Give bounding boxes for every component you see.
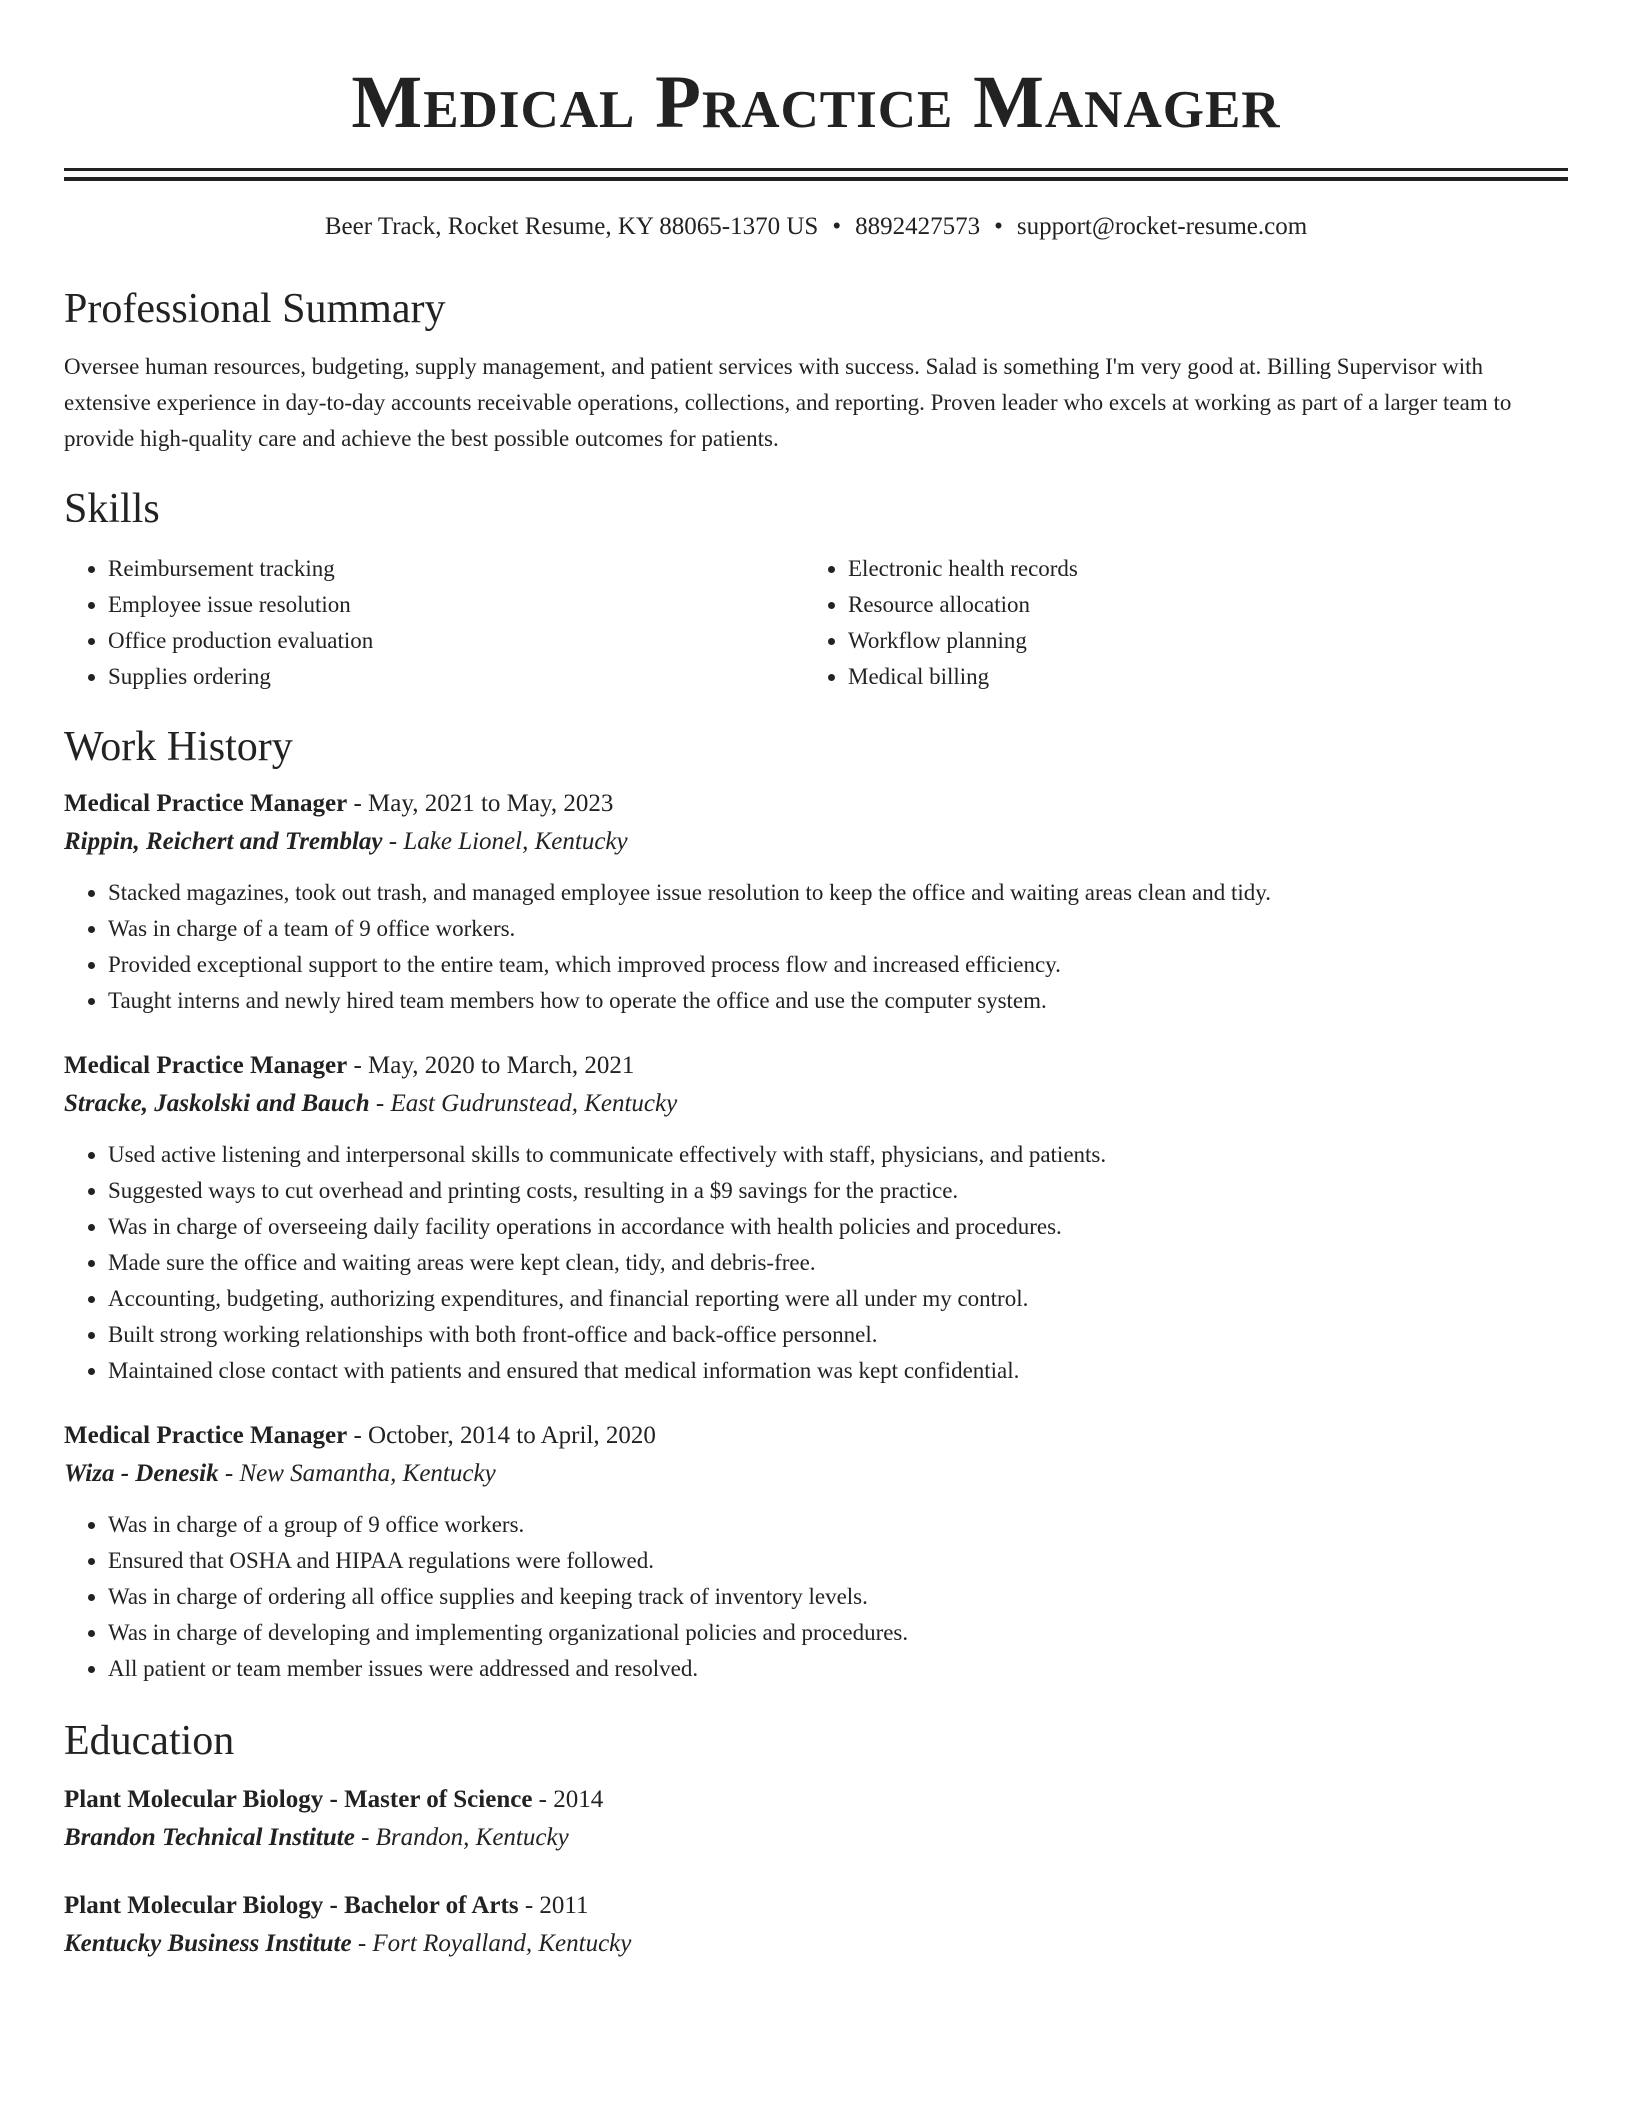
contact-email: support@rocket-resume.com [1016, 213, 1308, 240]
job-bullet: • Was in charge of ordering all office supplies and keeping track of inventory levels. [108, 1579, 1568, 1615]
job-location: East Gudrunstead, Kentucky [390, 1090, 678, 1117]
contact-line [64, 211, 1568, 243]
skill-item: • Office production evaluation [108, 623, 804, 659]
job-company: Wiza - Denesik [64, 1460, 219, 1487]
job-title-line [64, 1047, 1568, 1085]
job-company-line [64, 823, 1568, 861]
job-dates: May, 2020 to March, 2021 [368, 1052, 635, 1079]
education-dash: - [518, 1892, 540, 1919]
education-year: 2014 [553, 1786, 604, 1813]
contact-separator: • [832, 213, 842, 240]
job-bullet: • Accounting, budgeting, authorizing expenditures, and financial reporting were all under my control. [108, 1281, 1568, 1317]
job-bullet: • Used active listening and interpersonal skills to communicate effectively with staff, physicians, and patients. [108, 1137, 1568, 1173]
education-dash: - [354, 1824, 376, 1851]
job-company-line [64, 1085, 1568, 1123]
job-title-line [64, 1417, 1568, 1455]
education-school: Brandon Technical Institute [64, 1824, 355, 1851]
contact-phone: 8892427573 [855, 213, 981, 240]
header-divider-thin [64, 168, 1568, 171]
job-bullets [64, 1507, 1568, 1687]
work-history-heading: Work History [64, 724, 293, 770]
job-bullet: • Maintained close contact with patients and ensured that medical information was kept confidential. [108, 1353, 1568, 1389]
job-dash: - [369, 1090, 391, 1117]
education-dash: - [351, 1930, 373, 1957]
education-dash: - [532, 1786, 554, 1813]
job-company: Rippin, Reichert and Tremblay [64, 828, 383, 855]
education-location: Fort Royalland, Kentucky [372, 1930, 632, 1957]
education-degree: Plant Molecular Biology - Bachelor of Arts [64, 1892, 519, 1919]
job-role: Medical Practice Manager [64, 1422, 348, 1449]
education-entry [64, 1887, 1568, 1963]
job-title-line [64, 785, 1568, 823]
resume-name-heading: Medical Practice Manager [351, 61, 1281, 144]
education-degree-line [64, 1781, 1568, 1819]
summary-heading: Professional Summary [64, 286, 446, 332]
education-degree: Plant Molecular Biology - Master of Science [64, 1786, 533, 1813]
job-bullet: • All patient or team member issues were addressed and resolved. [108, 1651, 1568, 1687]
education-school: Kentucky Business Institute [64, 1930, 352, 1957]
skill-item: • Reimbursement tracking [108, 551, 804, 587]
job-bullet: • Built strong working relationships with both front-office and back-office personnel. [108, 1317, 1568, 1353]
job-bullet: • Ensured that OSHA and HIPAA regulations were followed. [108, 1543, 1568, 1579]
job-dash: - [218, 1460, 240, 1487]
job-entry [64, 1417, 1568, 1687]
contact-separator: • [994, 213, 1003, 240]
skill-item: • Electronic health records [848, 551, 1544, 587]
job-entry [64, 785, 1568, 1019]
skill-item: • Medical billing [848, 659, 1544, 695]
job-location: Lake Lionel, Kentucky [403, 828, 628, 855]
job-bullets [64, 1137, 1568, 1389]
job-location: New Samantha, Kentucky [239, 1460, 496, 1487]
job-company-line [64, 1455, 1568, 1493]
job-company: Stracke, Jaskolski and Bauch [64, 1090, 370, 1117]
skills-column-left [64, 551, 804, 695]
education-location: Brandon, Kentucky [375, 1824, 569, 1851]
job-bullet: • Taught interns and newly hired team members how to operate the office and use the computer system. [108, 983, 1568, 1019]
skill-item: • Employee issue resolution [108, 587, 804, 623]
job-dash: - [347, 1422, 369, 1449]
job-dash: - [382, 828, 404, 855]
job-entry [64, 1047, 1568, 1389]
education-heading: Education [64, 1718, 235, 1764]
contact-address: Beer Track, Rocket Resume, KY 88065-1370 US [324, 213, 819, 240]
job-bullet: • Made sure the office and waiting areas were kept clean, tidy, and debris-free. [108, 1245, 1568, 1281]
job-bullet: • Stacked magazines, took out trash, and managed employee issue resolution to keep the office and waiting areas clean and tidy. [108, 875, 1568, 911]
job-bullet: • Was in charge of a team of 9 office workers. [108, 911, 1568, 947]
resume-page [64, 0, 1568, 1963]
job-bullets [64, 875, 1568, 1019]
skills-heading: Skills [64, 486, 160, 532]
header-divider-thick [64, 177, 1568, 181]
education-entry [64, 1781, 1568, 1857]
job-dash: - [347, 1052, 369, 1079]
job-role: Medical Practice Manager [64, 1052, 348, 1079]
job-bullet: • Provided exceptional support to the entire team, which improved process flow and increased efficiency. [108, 947, 1568, 983]
education-school-line [64, 1925, 1568, 1963]
skill-item: • Resource allocation [848, 587, 1544, 623]
education-degree-line [64, 1887, 1568, 1925]
education-year: 2011 [539, 1892, 589, 1919]
job-dates: October, 2014 to April, 2020 [368, 1422, 656, 1449]
job-role: Medical Practice Manager [64, 790, 348, 817]
skills-column-right [804, 551, 1544, 695]
job-dash: - [347, 790, 369, 817]
job-bullet: • Suggested ways to cut overhead and printing costs, resulting in a $9 savings for the practice. [108, 1173, 1568, 1209]
summary-text: Oversee human resources, budgeting, supply management, and patient services with success. Salad is something I'm very good at. Billing Supervisor with extensive experience in day-to-day accounts receivable operations, collections, and reporting. Proven leader who excels at working as part of a larger team to provide high-quality care and achieve the best possible outcomes for patients. [64, 354, 1512, 451]
skill-item: • Workflow planning [848, 623, 1544, 659]
education-school-line [64, 1819, 1568, 1857]
job-dates: May, 2021 to May, 2023 [368, 790, 614, 817]
job-bullet: • Was in charge of developing and implementing organizational policies and procedures. [108, 1615, 1568, 1651]
job-bullet: • Was in charge of a group of 9 office workers. [108, 1507, 1568, 1543]
job-bullet: • Was in charge of overseeing daily facility operations in accordance with health policies and procedures. [108, 1209, 1568, 1245]
skill-item: • Supplies ordering [108, 659, 804, 695]
skills-list [64, 551, 1568, 695]
